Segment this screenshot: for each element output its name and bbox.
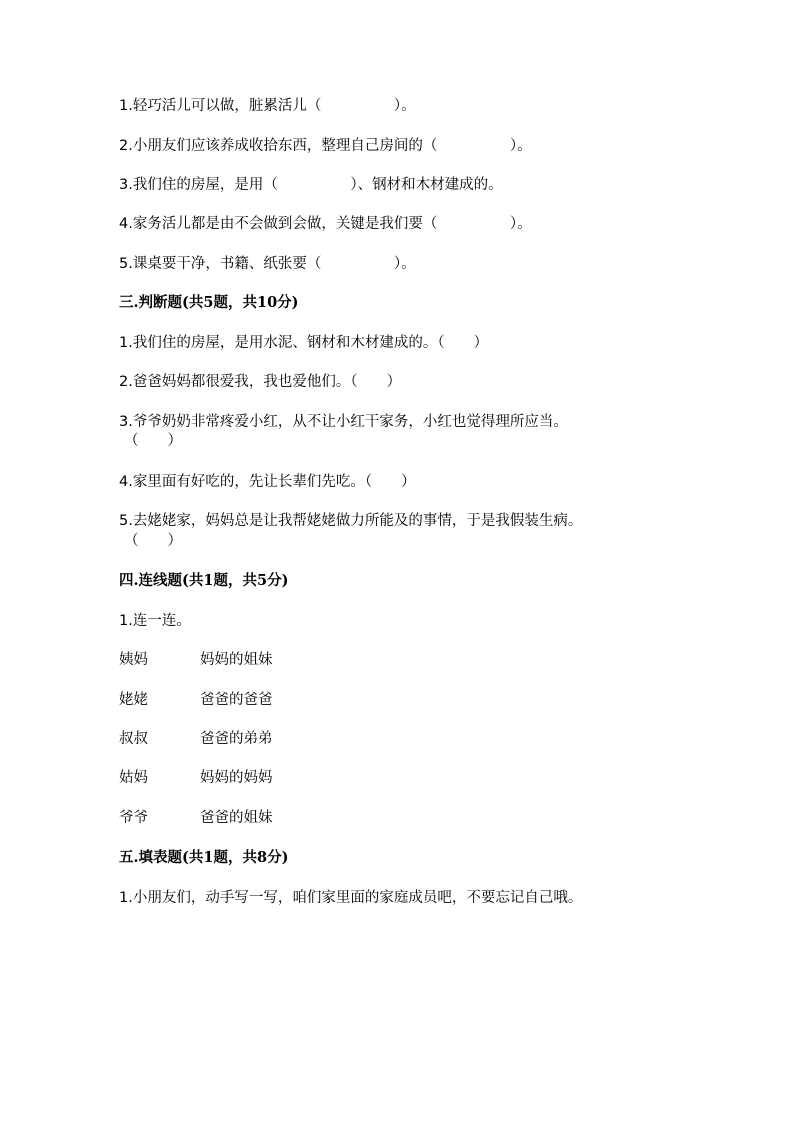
match-left-item: 姑妈 — [119, 770, 148, 786]
fill-blank-question-5: 5.课桌要干净，书籍、纸张要（ ）。 — [119, 256, 416, 272]
match-right-item: 妈妈的妈妈 — [200, 770, 273, 786]
judgment-question-5-parens: （ ） — [124, 533, 182, 549]
judgment-question-3: 3.爷爷奶奶非常疼爱小红，从不让小红干家务，小红也觉得理所应当。 — [119, 414, 568, 430]
match-right-item: 妈妈的姐妹 — [200, 652, 273, 668]
judgment-question-1: 1.我们住的房屋，是用水泥、钢材和木材建成的。（ ） — [119, 335, 489, 351]
judgment-question-5: 5.去姥姥家，妈妈总是让我帮姥姥做力所能及的事情，于是我假装生病。 — [119, 513, 583, 529]
match-right-item: 爸爸的爸爸 — [200, 692, 273, 708]
fill-blank-question-1: 1.轻巧活儿可以做，脏累活儿（ ）。 — [119, 98, 416, 114]
table-question: 1.小朋友们，动手写一写，咱们家里面的家庭成员吧，不要忘记自己哦。 — [119, 890, 583, 906]
match-left-item: 爷爷 — [119, 810, 148, 826]
match-right-item: 爸爸的弟弟 — [200, 731, 273, 747]
section-title-matching: 四.连线题(共1题，共5分) — [119, 572, 289, 589]
match-left-item: 姥姥 — [119, 692, 148, 708]
judgment-question-2: 2.爸爸妈妈都很爱我，我也爱他们。（ ） — [119, 374, 402, 390]
judgment-question-4: 4.家里面有好吃的，先让长辈们先吃。（ ） — [119, 474, 416, 490]
match-left-item: 姨妈 — [119, 652, 148, 668]
match-left-item: 叔叔 — [119, 731, 148, 747]
fill-blank-question-3: 3.我们住的房屋，是用（ ）、钢材和木材建成的。 — [119, 177, 503, 193]
section-title-table: 五.填表题(共1题，共8分) — [119, 849, 289, 866]
judgment-question-3-parens: （ ） — [124, 433, 182, 449]
fill-blank-question-2: 2.小朋友们应该养成收拾东西，整理自己房间的（ ）。 — [119, 138, 532, 154]
matching-question: 1.连一连。 — [119, 613, 191, 629]
section-title-judgment: 三.判断题(共5题，共10分) — [119, 294, 299, 311]
fill-blank-question-4: 4.家务活儿都是由不会做到会做，关键是我们要（ ）。 — [119, 216, 532, 232]
match-right-item: 爸爸的姐妹 — [200, 810, 273, 826]
